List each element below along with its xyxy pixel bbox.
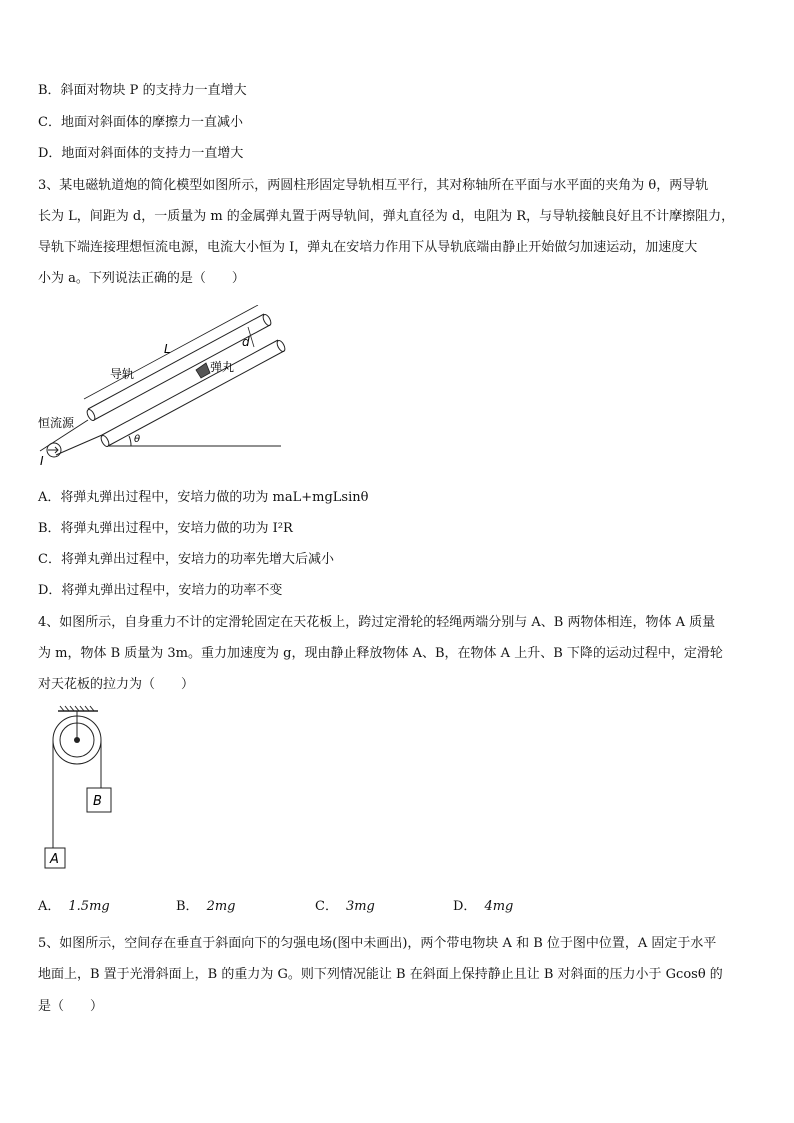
railgun-figure <box>36 305 286 470</box>
label-projectile: 弹丸 <box>210 360 235 374</box>
q3-stem-line-3: 导轨下端连接理想恒流电源，电流大小恒为 I，弹丸在安培力作用下从导轨底端由静止开始做匀加速运动，加速度大 <box>38 240 698 255</box>
q4-stem-line-1: 4、如图所示，自身重力不计的定滑轮固定在天花板上，跨过定滑轮的轻绳两端分别与 A、B 两物体相连，物体 A 质量 <box>38 615 716 630</box>
q4-option-b: B． 2mg <box>176 899 236 914</box>
label-current: I <box>40 454 44 468</box>
block-a-label: A <box>50 852 59 867</box>
q4-option-a: A． 1.5mg <box>38 899 110 914</box>
label-d: d <box>242 335 250 349</box>
q2-option-d: D．地面对斜面体的支持力一直增大 <box>38 146 244 161</box>
pulley-figure <box>40 703 120 873</box>
q3-option-c: C．将弹丸弹出过程中，安培力的功率先增大后减小 <box>38 552 334 567</box>
q3-option-d: D．将弹丸弹出过程中，安培力的功率不变 <box>38 583 283 598</box>
q5-stem-line-1: 5、如图所示，空间存在垂直于斜面向下的匀强电场(图中未画出)，两个带电物块 A 和 B 位于图中位置，A 固定于水平 <box>38 936 717 951</box>
label-rail: 导轨 <box>110 367 135 381</box>
q4-stem-line-3: 对天花板的拉力为（ ） <box>38 677 195 692</box>
q3-option-b: B．将弹丸弹出过程中，安培力做的功为 I²R <box>38 521 293 536</box>
projectile-shape <box>196 363 210 378</box>
q3-option-a: A．将弹丸弹出过程中，安培力做的功为 maL+mgLsinθ <box>38 490 369 505</box>
q3-stem-line-1: 3、某电磁轨道炮的简化模型如图所示，两圆柱形固定导轨相互平行，其对称轴所在平面与水平面的夹角为 θ，两导轨 <box>38 178 709 193</box>
label-theta: θ <box>134 434 141 445</box>
q4-option-d: D． 4mg <box>453 899 514 914</box>
q5-stem-line-2: 地面上，B 置于光滑斜面上，B 的重力为 G。则下列情况能让 B 在斜面上保持静止且让 B 对斜面的压力小于 Gcosθ 的 <box>38 967 723 982</box>
q4-option-c: C． 3mg <box>315 899 375 914</box>
q3-stem-line-4: 小为 a。下列说法正确的是（ ） <box>38 271 245 286</box>
q5-stem-line-3: 是（ ） <box>38 999 104 1014</box>
q2-option-b: B．斜面对物块 P 的支持力一直增大 <box>38 83 247 98</box>
q2-option-c: C．地面对斜面体的摩擦力一直减小 <box>38 115 243 130</box>
block-b-label: B <box>93 794 102 809</box>
q4-stem-line-2: 为 m，物体 B 质量为 3m。重力加速度为 g，现由静止释放物体 A、B，在物体 A 上升、B 下降的运动过程中，定滑轮 <box>38 646 723 661</box>
label-L: L <box>164 342 171 356</box>
q3-stem-line-2: 长为 L，间距为 d，一质量为 m 的金属弹丸置于两导轨间，弹丸直径为 d，电阻为 R，与导轨接触良好且不计摩擦阻力， <box>38 209 735 224</box>
label-source: 恒流源 <box>38 416 75 430</box>
